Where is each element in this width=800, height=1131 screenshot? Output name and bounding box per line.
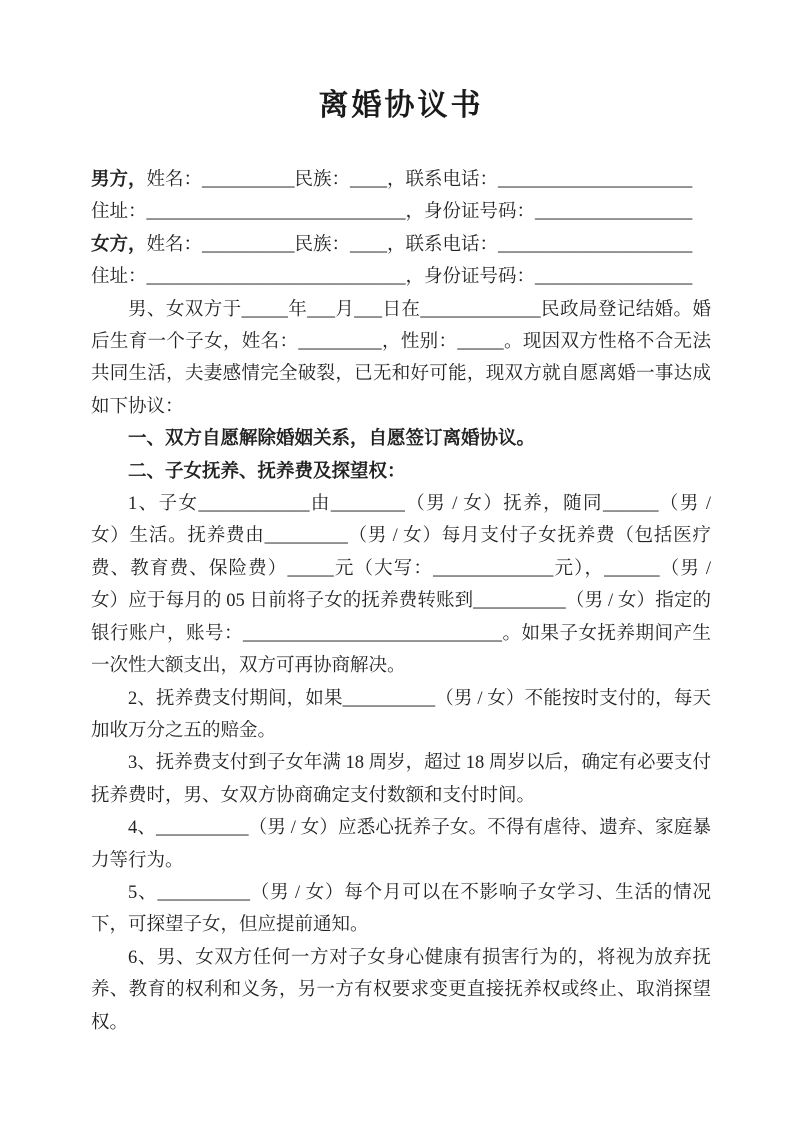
clause-2-heading: 二、子女抚养、抚养费及探望权：	[128, 461, 406, 482]
party-label-wife: 女方，	[91, 234, 147, 255]
clause-2-item-3: 3、抚养费支付到子女年满 18 周岁，超过 18 周岁以后，确定有必要支付抚养费时，男、女双方协商确定支付数额和支付时间。	[91, 753, 711, 806]
party-line-husband	[91, 164, 711, 196]
party-fields-husband: 姓名：__________民族：____，联系电话：_____________________	[146, 170, 693, 190]
intro-paragraph: 男、女双方于_____年___月___日在_____________民政局登记结婚。婚后生育一个子女，姓名：_________，性别：_____。现因双方性格不合无法共同生活，夫妻感情完全破裂，已无和好可能，现双方就自愿离婚一事达成如下协议：	[91, 299, 711, 417]
party-fields-wife: 姓名：__________民族：____，联系电话：_____________________	[146, 234, 693, 255]
party-label-husband: 男方，	[91, 170, 147, 190]
clause-2-item-4: 4、__________（男 / 女）应悉心抚养子女。不得有虐待、遗弃、家庭暴力等行为。	[91, 818, 711, 871]
party-address-wife: 住址：____________________________，身份证号码：_________________	[91, 267, 693, 288]
clause-2-item-2: 2、抚养费支付期间，如果__________（男 / 女）不能按时支付的，每天加收万分之五的赔金。	[91, 688, 711, 741]
clause-2-item-5: 5、__________（男 / 女）每个月可以在不影响子女学习、生活的情况下，可探望子女，但应提前通知。	[91, 882, 711, 936]
party-line-wife	[91, 229, 711, 261]
clause-2-item-1: 1、子女____________由________（男 / 女）抚养，随同______（男 / 女）生活。抚养费由_________（男 / 女）每月支付子女抚养费（包括医疗费、教育费、保险费）_____元（大写：_____________元），______（男 / 女）应于每月的 05 日前将子女的抚养费转账到__________（男 / 女）指定的银行账户，账号：____________________________。如果子女抚养期间产生一次性大额支出，双方可再协商解决。	[91, 494, 711, 677]
clause-2-item-6: 6、男、女双方任何一方对子女身心健康有损害行为的，将视为放弃抚养、教育的权利和义务，另一方有权要求变更直接抚养权或终止、取消探望权。	[91, 947, 711, 1033]
document-title: 离婚协议书	[318, 89, 484, 122]
party-address-husband: 住址：____________________________，身份证号码：_________________	[91, 202, 693, 223]
clause-1-heading: 一、双方自愿解除婚姻关系，自愿签订离婚协议。	[128, 429, 536, 450]
